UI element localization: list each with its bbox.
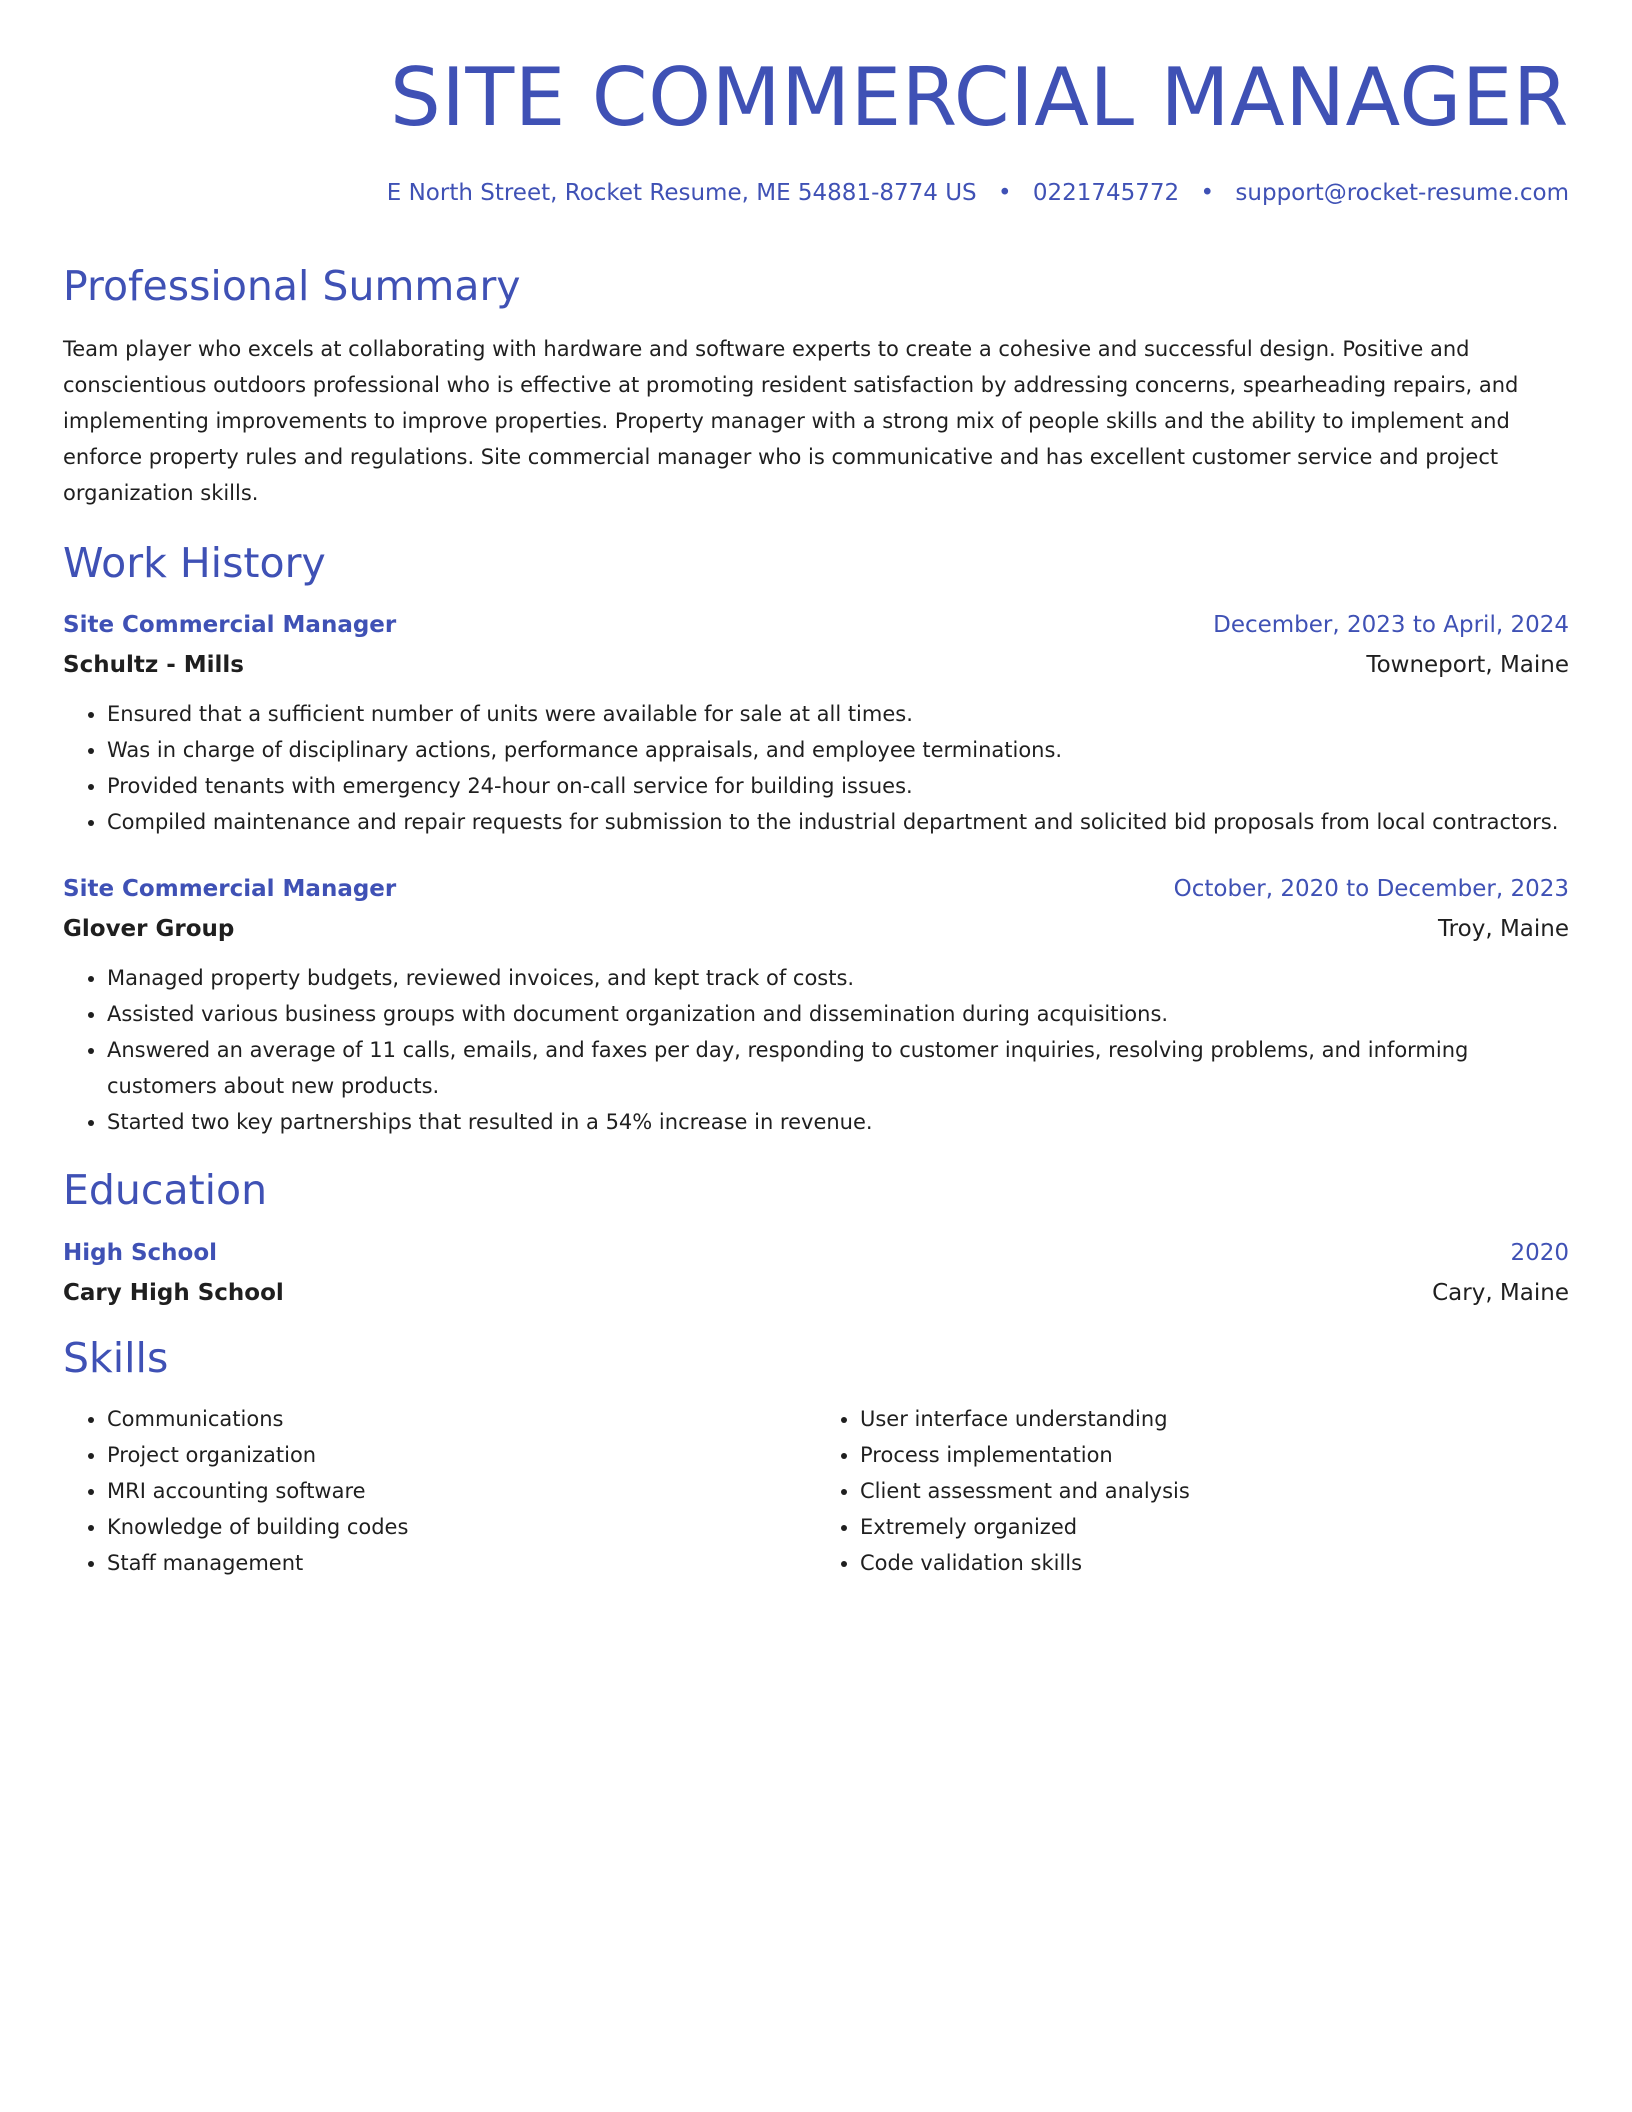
skill-item: • Process implementation (860, 1437, 1569, 1473)
job-entry (63, 610, 1569, 840)
skill-item: • Code validation skills (860, 1545, 1569, 1581)
job-bullets (63, 696, 1569, 840)
skills-column-right (816, 1401, 1569, 1581)
contact-separator: • (1200, 180, 1215, 206)
skill-item: • Knowledge of building codes (107, 1509, 816, 1545)
contact-line (63, 178, 1569, 208)
skill-item: • Extremely organized (860, 1509, 1569, 1545)
job-title: Site Commercial Manager (63, 612, 397, 639)
job-bullet: • Compiled maintenance and repair requests for submission to the industrial department and solicited bid proposals from local contractors. (107, 804, 1569, 840)
job-bullet: • Was in charge of disciplinary actions, performance appraisals, and employee terminations. (107, 732, 1569, 768)
job-bullets (63, 960, 1569, 1140)
job-location: Troy, Maine (1438, 916, 1569, 943)
skill-item: • User interface understanding (860, 1401, 1569, 1437)
skills-column-left (63, 1401, 816, 1581)
job-location: Towneport, Maine (1366, 652, 1569, 679)
job-bullet: • Assisted various business groups with document organization and dissemination during acquisitions. (107, 996, 1569, 1032)
job-entry (63, 874, 1569, 1140)
skill-item: • Communications (107, 1401, 816, 1437)
contact-separator: • (997, 180, 1012, 206)
skill-item: • MRI accounting software (107, 1473, 816, 1509)
section-title-work-history: Work History (63, 539, 326, 588)
skill-item: • Project organization (107, 1437, 816, 1473)
education-school: Cary High School (63, 1279, 284, 1306)
education-degree: High School (63, 1239, 218, 1266)
section-title-skills: Skills (63, 1333, 169, 1382)
summary-text: Team player who excels at collaborating with hardware and software experts to create a cohesive and successful design. Positive and conscientious outdoors professional who is effective at promoting resident satisfaction by addressing concerns, spearheading repairs, and implementing improvements to improve properties. Property manager with a strong mix of people skills and the ability to implement and enforce property rules and regulations. Site commercial manager who is communicative and has excellent customer service and project organization skills. (63, 337, 1519, 506)
skill-item: • Client assessment and analysis (860, 1473, 1569, 1509)
job-dates: October, 2020 to December, 2023 (1173, 876, 1569, 903)
contact-phone: 0221745772 (1032, 180, 1180, 206)
resume-title: SITE COMMERCIAL MANAGER (390, 51, 1569, 144)
job-dates: December, 2023 to April, 2024 (1213, 612, 1569, 639)
job-bullet: • Started two key partnerships that resulted in a 54% increase in revenue. (107, 1104, 1569, 1140)
job-bullet: • Provided tenants with emergency 24-hour on-call service for building issues. (107, 768, 1569, 804)
job-bullet: • Managed property budgets, reviewed invoices, and kept track of costs. (107, 960, 1569, 996)
job-employer: Schultz - Mills (63, 652, 245, 679)
contact-email: support@rocket-resume.com (1235, 180, 1569, 206)
education-year: 2020 (1510, 1239, 1569, 1266)
job-bullet: • Answered an average of 11 calls, emails, and faxes per day, responding to customer inquiries, resolving problems, and informing customers about new products. (107, 1032, 1569, 1104)
job-bullet: • Ensured that a sufficient number of units were available for sale at all times. (107, 696, 1569, 732)
job-employer: Glover Group (63, 916, 235, 943)
section-title-summary: Professional Summary (63, 262, 521, 310)
skill-item: • Staff management (107, 1545, 816, 1581)
skills-grid (63, 1401, 1569, 1581)
section-title-education: Education (63, 1166, 268, 1215)
education-location: Cary, Maine (1432, 1279, 1569, 1306)
contact-address: E North Street, Rocket Resume, ME 54881-8774 US (386, 180, 977, 206)
education-entry (63, 1238, 1569, 1308)
job-title: Site Commercial Manager (63, 876, 397, 903)
